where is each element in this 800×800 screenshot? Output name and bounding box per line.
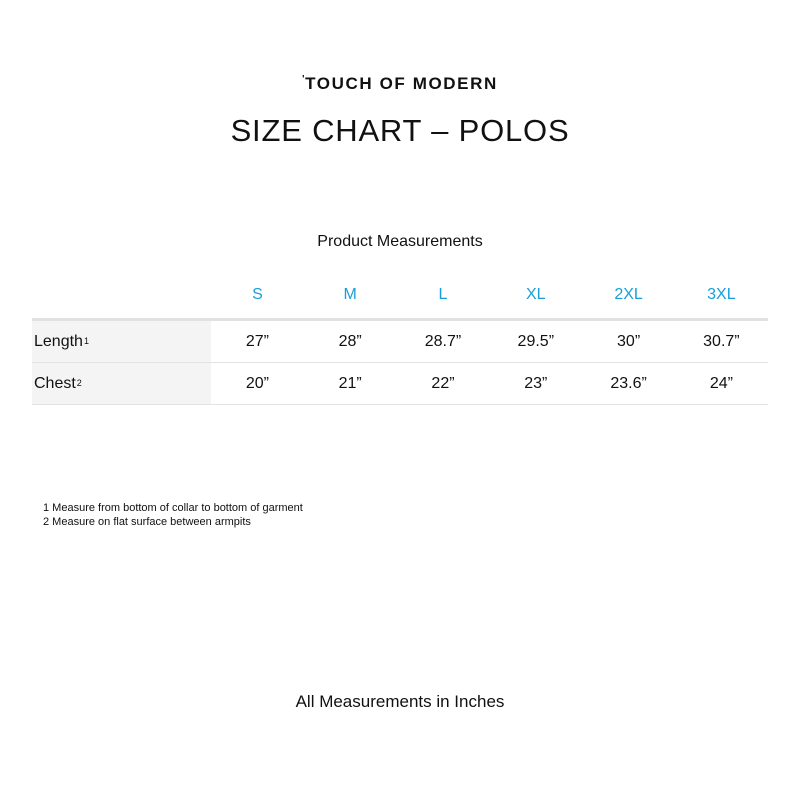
size-header-l: L bbox=[438, 286, 448, 303]
table-cell: 20” bbox=[245, 374, 269, 392]
table-cell: 22” bbox=[431, 374, 455, 392]
header-spacer bbox=[32, 272, 211, 318]
units-note: All Measurements in Inches bbox=[295, 692, 505, 711]
row-label-chest bbox=[32, 363, 211, 404]
row-label-text: Chest bbox=[34, 374, 76, 392]
table-cell: 24” bbox=[709, 374, 733, 392]
table-cell: 30” bbox=[617, 332, 641, 350]
row-label-text: Length bbox=[34, 332, 83, 350]
table-subtitle: Product Measurements bbox=[317, 233, 483, 250]
table-cell: 27” bbox=[245, 332, 269, 350]
size-header-xl: XL bbox=[526, 286, 546, 303]
table-cell: 30.7” bbox=[703, 332, 740, 350]
table-cell: 28.7” bbox=[424, 332, 462, 350]
footnote-marker: 2 bbox=[76, 377, 82, 388]
brand-mark: ' bbox=[302, 74, 307, 85]
footnote-1: 1 Measure from bottom of collar to bottom of garment bbox=[43, 502, 303, 514]
brand-logo bbox=[0, 74, 800, 94]
row-label-length bbox=[32, 321, 211, 362]
table-cell: 29.5” bbox=[517, 332, 555, 350]
size-header-2xl: 2XL bbox=[614, 286, 643, 303]
page-title: SIZE CHART – POLOS bbox=[230, 113, 570, 148]
table-row-length bbox=[32, 321, 768, 363]
brand-name: TOUCH OF MODERN bbox=[305, 74, 498, 93]
size-header-3xl: 3XL bbox=[707, 286, 736, 303]
size-header-m: M bbox=[343, 286, 357, 303]
size-table bbox=[32, 272, 768, 405]
table-cell: 23” bbox=[524, 374, 548, 392]
table-row-chest bbox=[32, 363, 768, 405]
footnote-marker: 1 bbox=[83, 335, 89, 346]
table-cell: 21” bbox=[338, 374, 362, 392]
footnote-2: 2 Measure on flat surface between armpits bbox=[43, 516, 251, 528]
table-cell: 23.6” bbox=[610, 374, 647, 392]
table-cell: 28” bbox=[338, 332, 362, 350]
size-header-s: S bbox=[252, 286, 263, 303]
footnotes bbox=[43, 501, 303, 529]
size-header-row bbox=[32, 272, 768, 321]
